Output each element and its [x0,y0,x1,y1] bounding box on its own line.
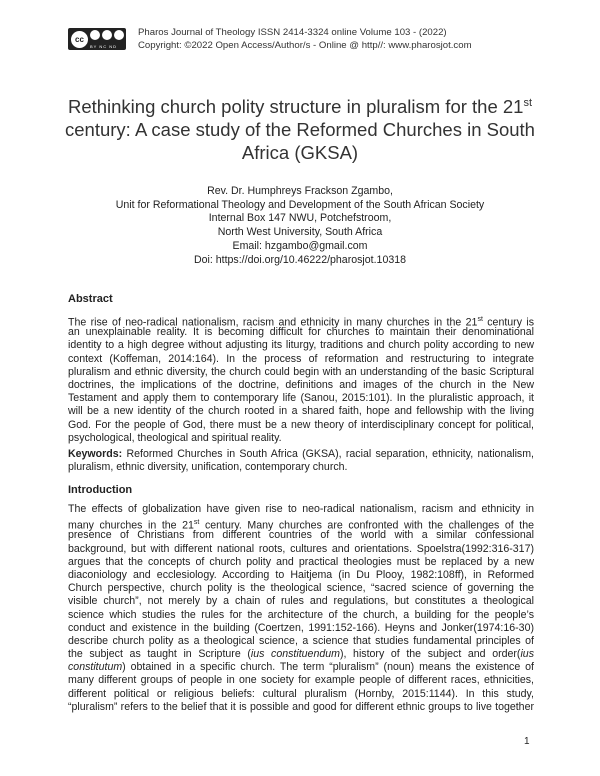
text-line: visible church”, not merely by a chain of rules and regulations, but constitutes a theological [68,595,534,608]
title-line: Africa (GKSA) [241,142,359,164]
abstract-heading: Abstract [68,293,113,305]
text-line: Church perspective, church polity is the theological science, “sacred science of governing the [68,582,534,595]
text-line: The rise of neo-radical nationalism, racism and ethnicity in many churches in the 21st century is [68,316,535,329]
text-line: argues that the concepts of church polity and practical theologies must be replaced by a new [68,555,534,568]
text-line: pluralism and ethnic diversity, the church could begin with an understanding of the basic Scriptural [68,365,534,378]
keywords-text: pluralism, ethnic diversity, unification, contemporary church. [68,461,348,474]
copyright-info: Copyright: ©2022 Open Access/Author/s - Online @ http//: www.pharosjot.com [138,40,472,51]
text-line: many different groups of people in one society for example people of different races, ethnicities, [68,674,534,687]
text-line: psychological, theological and spiritual reality. [68,431,282,444]
text-line: different political or religious beliefs: cultural pluralism (Hornby, 2015:1144). In this study, [68,687,534,700]
text-line: science which studies the rules for the architecture of the church, a building for the people’s [68,608,534,621]
keywords-label: Keywords: [68,448,123,460]
introduction-heading: Introduction [68,484,133,496]
keywords [68,448,534,474]
text-line: “pluralism” refers to the belief that it is possible and good for different ethnic groups to live together [68,700,534,713]
journal-info: Pharos Journal of Theology ISSN 2414-3324 online Volume 103 - (2022) [138,27,447,38]
text-line: describe church polity as a theological science, a science that studies fundamental principles of [68,634,534,647]
text-line: doctrines, the implications of the doctrine, definitions and images of the church in the New [68,378,534,391]
title-line: Rethinking church polity structure in pluralism for the 21 [67,96,524,118]
text-line: Testament and apply them to contemporary life (Sanou, 2015:101). In the pluralistic approach, it [68,392,534,405]
text-line: presence of Christians from different countries of the world with a similar confessional [68,529,534,542]
title-sup: st [523,97,533,109]
keywords-text: Reformed Churches in South Africa (GKSA), racial separation, ethnicity, nationalism, [126,448,535,460]
title-line: century: A case study of the Reformed Churches in South [65,119,535,141]
text-line: identity to a high degree without adjusting its liturgy, traditions and church polity according to new [68,339,534,352]
text-line: constitutum) obtained in a specific church. The term “pluralism” (noun) means the existence of [68,661,534,674]
text-line: will be a new identity of the church rooted in a shared faith, hope and fellowship with the living [68,405,534,418]
paper-title [60,92,540,164]
text-line: background, but with different national roots, cultures and orientations. Spoelstra(1992:316-317) [68,542,534,555]
author-block [60,185,540,267]
text-line: conduct and existence in the building (Coertzen, 1991:152-166). Heyns and Jonker(1974:16-30) [68,621,534,634]
author-name: Rev. Dr. Humphreys Frackson Zgambo, [207,185,393,197]
text-line: many churches in the 21st century. Many churches are confronted with the challenges of the [68,519,534,532]
text-line: the subject as taught in Scripture (ius constituendum), history of the subject and order(ius [68,648,534,661]
page-number: 1 [524,736,530,747]
text-line: The effects of globalization have given rise to neo-radical nationalism, racism and ethnicity in [68,503,534,515]
text-line: context (Koffeman, 2014:164). In the process of reformation and restructuring to integrate [68,352,534,365]
doi-link[interactable]: Doi: https://doi.org/10.46222/pharosjot.10318 [193,253,407,266]
author-affiliation: Unit for Reformational Theology and Development of the South African Society [115,198,485,211]
text-line: God. For the people of God, there must be a new theory of interdisciplinary concept for political, [68,418,534,431]
author-university: North West University, South Africa [217,226,383,239]
abstract-body [68,313,534,445]
introduction-body [68,503,534,714]
author-address: Internal Box 147 NWU, Potchefstroom, [208,212,392,225]
text-line: diaconiology and ecclesiology. According to Haitjema (in Du Plooy, 1982:108ff), in Reformed [68,568,534,581]
author-email: Email: hzgambo@gmail.com [232,239,368,252]
creative-commons-license-icon: cc BY NC ND [68,28,126,50]
journal-header [68,26,472,52]
text-line: an unexplainable reality. It is becoming difficult for churches to maintain their denominational [68,326,534,339]
